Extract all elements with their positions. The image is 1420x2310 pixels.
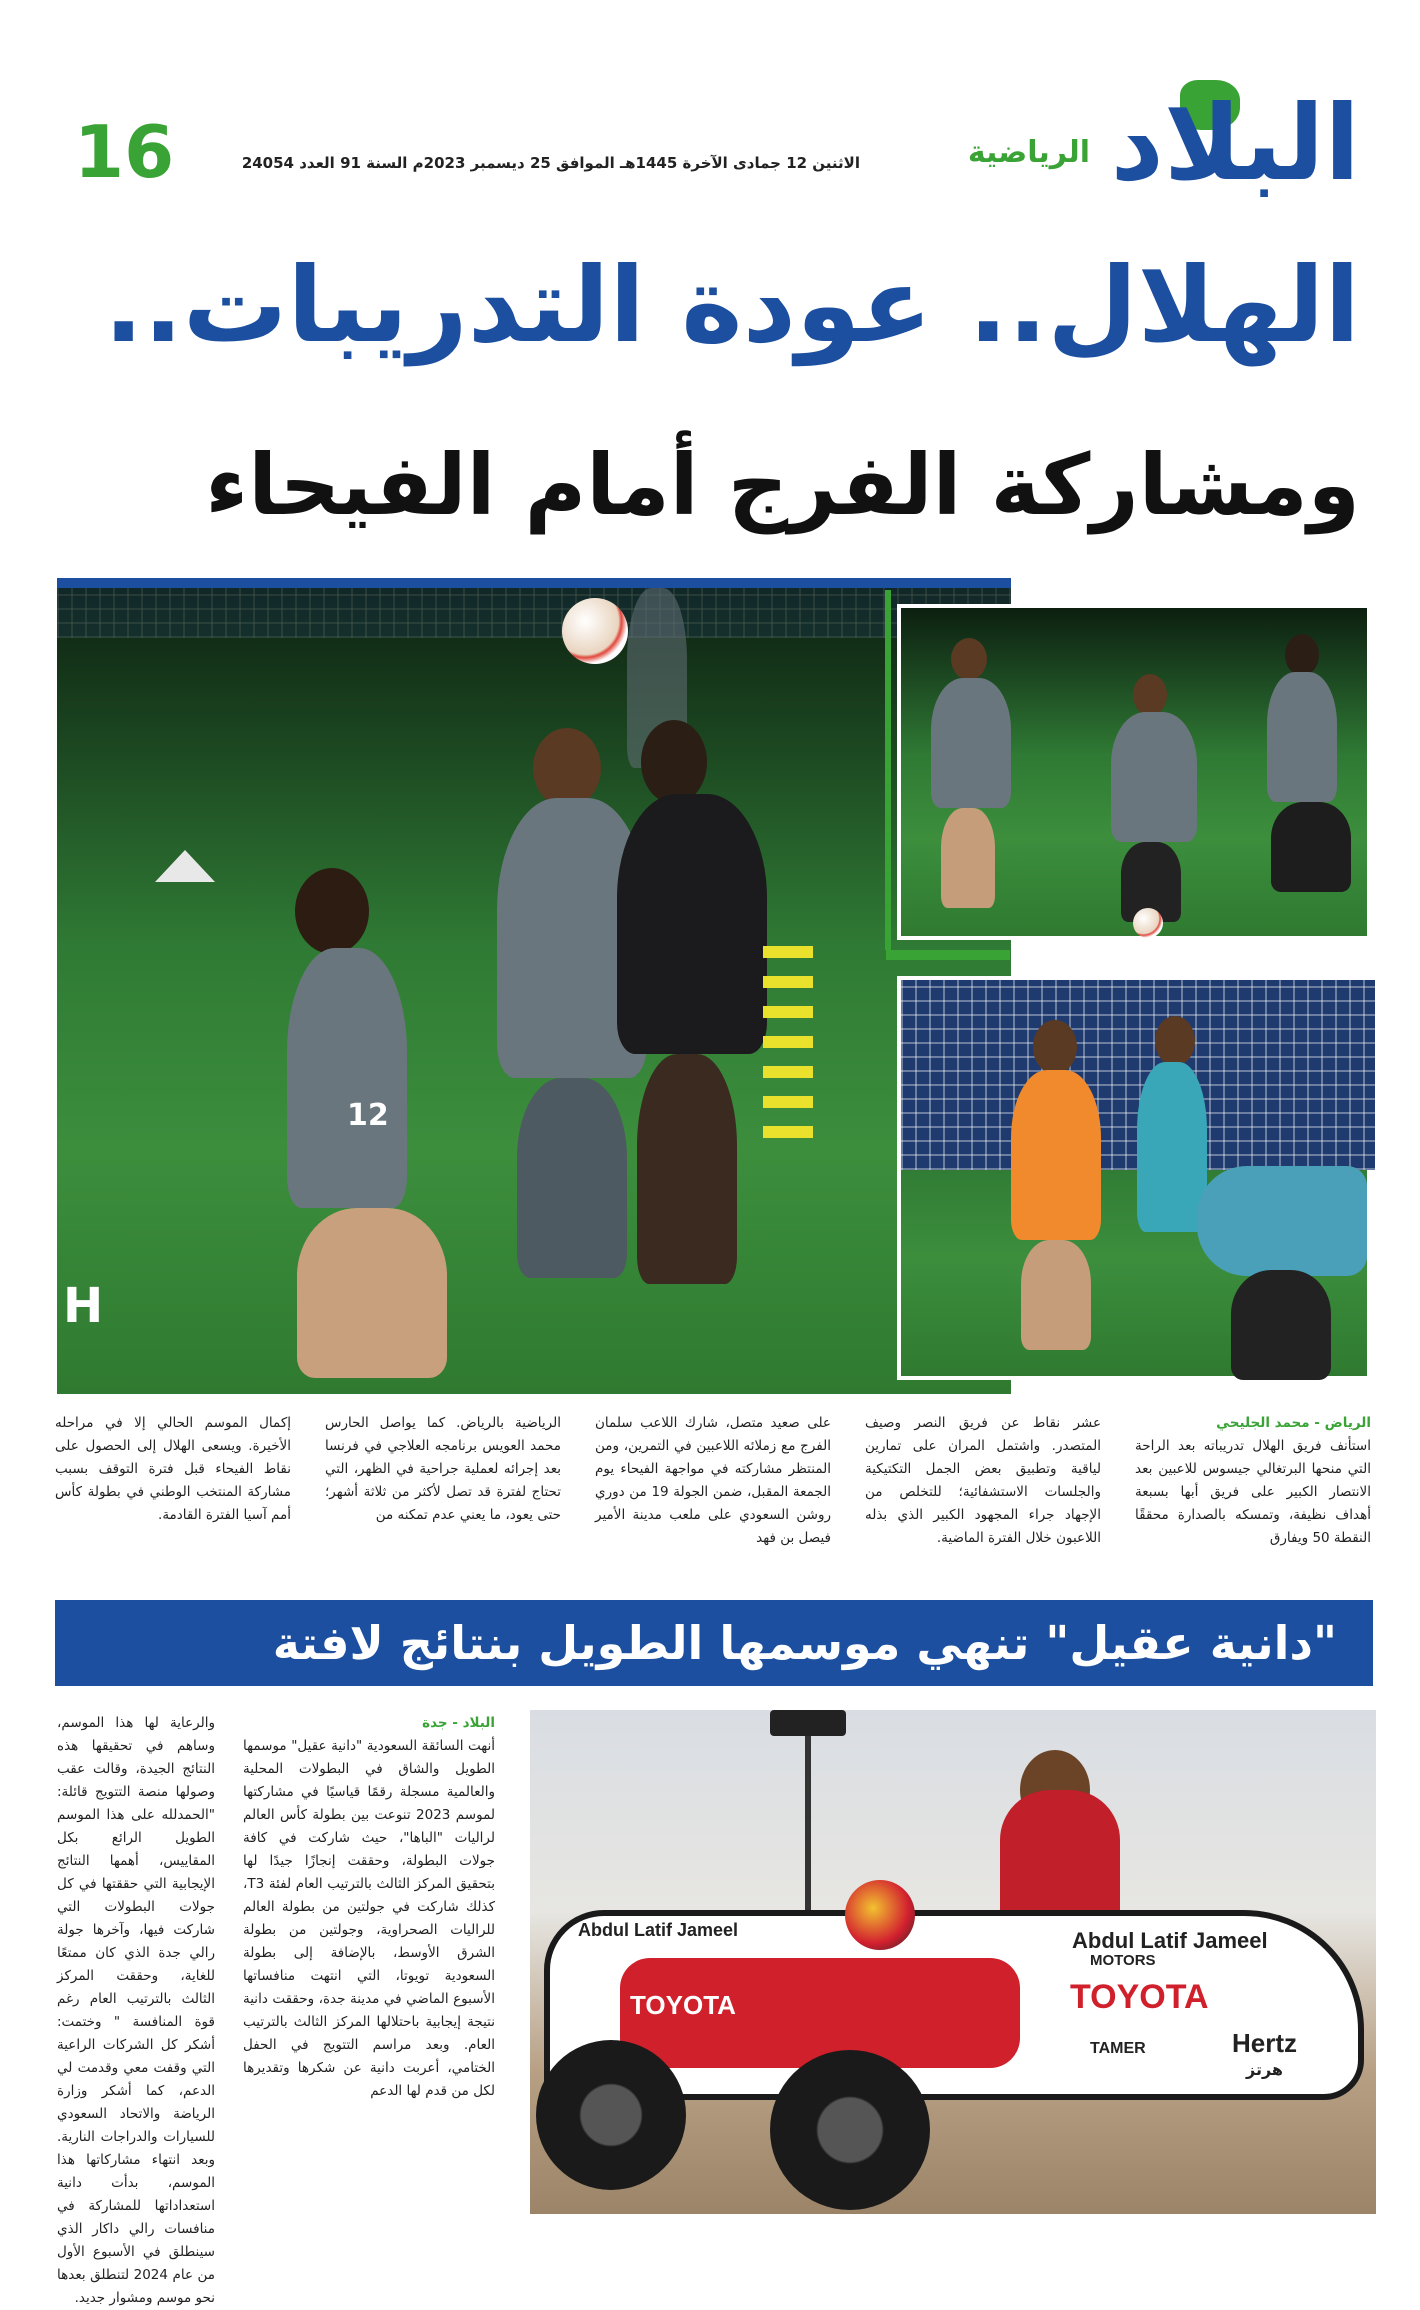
column-text: إكمال الموسم الحالي إلا في مراحله الأخيرة. ويسعى الهلال إلى الحصول على نقاط الفيحاء قبل فترة التوقف بسبب مشاركة المنتخب الوطني في بطولة كأس أمم آسيا الفترة القادمة. [55,1415,291,1523]
accent-bar [885,590,891,950]
coach-legs [637,1054,737,1284]
player-left-legs [297,1208,447,1378]
car-partner-text: TAMER [1090,2040,1146,2057]
floodlight [770,1710,846,1736]
player-head [1285,634,1319,676]
main-story-body [57,1412,1371,1562]
column-text: عشر نقاط عن فريق النصر وصيف المتصدر. واشتمل المران على تمارين لياقية وتطبيق بعض الجمل التكتيكية والجلسات الاستشفائية؛ للتخلص من الإجهاد جراء المجهود الكبير الذي بذله اللاعبون خلال الفترة الماضية. [865,1415,1101,1546]
byline: البلاد - جدة [422,1715,495,1731]
car-partner-ar: هرتز [1246,2060,1284,2079]
player-bending [1197,1166,1367,1276]
car-brand-text: TOYOTA [1070,1978,1209,2016]
page-number: 16 [74,110,175,194]
car-wheel [536,2040,686,2190]
player-left-head [295,868,369,954]
player-head [951,638,987,680]
player-head [533,728,601,808]
player [1111,712,1197,842]
article-column [325,1412,561,1562]
player-head [1133,674,1167,716]
training-photo-top-right [897,604,1371,940]
player-legs [1231,1270,1331,1380]
helmet [845,1880,915,1950]
player-head [1033,1020,1077,1074]
article-column [595,1412,831,1562]
football [562,598,628,664]
column-text: الرياضية بالرياض. كما يواصل الحارس محمد العويس برنامجه العلاجي في فرنسا بعد إجرائه لعملية جراحية في الظهر، التي تحتاج لفترة قد تصل لأكثر من ثلاثة أشهر؛ حتى يعود، ما يعني عدم تمكنه من [325,1415,561,1523]
training-photo-main [57,578,1011,1394]
player-legs [1271,802,1351,892]
second-story-headline: "دانية عقيل" تنهي موسمها الطويل بنتائج لافتة [272,1616,1337,1670]
car-sponsor-sub: MOTORS [1090,1952,1156,1969]
rally-car-photo [530,1710,1376,2214]
agility-ladder [763,938,813,1138]
player [1267,672,1337,802]
player-bib [1011,1070,1101,1240]
main-headline: الهلال.. عودة التدريبات.. [103,244,1360,366]
section-name: الرياضية [967,135,1090,170]
column-text: أنهت السائقة السعودية "دانية عقيل" موسمها الطويل والشاق في البطولات المحلية والعالمية مسجلة رقمًا قياسيًا في مشاركتها لموسم 2023 تنوعت بين بطولة كأس العالم لراليات "الباها"، حيث شاركت في كافة جولات البطولة، وحققت إنجازًا جيدًا لها بتحقيق المركز الثالث بالترتيب العام لفئة T3، كذلك شاركت في جولتين من بطولة العالم للراليات الصحراوية، وجولتين من بطولة الشرق الأوسط، بالإضافة إلى بطولة السعودية تويوتا، التي انتهت منافساتها الأسبوع الماضي في مدينة جدة، وحققت دانية نتيجة إيجابية باحتلالها المركز الثالث بالترتيب العام. وبعد مراسم التتويج في الحفل الختامي، أعربت دانية عن شكرها وتقديرها لكل من قدم لها الدعم [243,1738,495,2099]
training-cone [155,850,215,882]
main-subheadline: ومشاركة الفرج أمام الفيحاء [205,436,1360,534]
coach-head [641,720,707,804]
car-sponsor-text: Abdul Latif Jameel [1072,1928,1268,1953]
dateline: الاثنين 12 جمادى الآخرة 1445هـ الموافق 25 ديسمبر 2023م السنة 91 العدد 24054 [241,154,860,172]
car-brand-text: TOYOTA [630,1990,736,2020]
jersey-number: 12 [347,1098,389,1133]
column-text: والرعاية لها هذا الموسم، وساهم في تحقيقها هذه النتائج الجيدة، وقالت عقب وصولها منصة التتويج قائلة: "الحمدلله على هذا الموسم الطويل الرائع بكل المقاييس، أهمها النتائج الإيجابية التي حققتها في كل جولات البطولات التي شاركت فيها، وآخرها جولة رالي جدة الذي كان ممتعًا للغاية، وحققت المركز الثالث بالترتيب العام رغم قوة المنافسة " وختمت: أشكر كل الشركات الراعية التي وقفت معي وقدمت لي الدعم، كما أشكر وزارة الرياضة والاتحاد السعودي للسيارات والدراجات النارية. وبعد انتهاء مشاركاتها هذا الموسم، بدأت دانية استعداداتها للمشاركة في منافسات رالي داكار الذي سينطلق في الأسبوع الأول من عام 2024 لتنطلق بعدها نحو موسم ومشوار جديد. [57,1715,215,2306]
football [1133,908,1163,938]
car-sponsor-text: Abdul Latif Jameel [578,1920,739,1940]
player-legs [941,808,995,908]
car-wheel [770,2050,930,2210]
column-text: استأنف فريق الهلال تدريباته بعد الراحة التي منحها البرتغالي جيسوس للاعبين بعد الانتصار الكبير على فريق أبها بسبعة أهداف نظيفة، وتمسكه بالصدارة محققًا النقطة 50 ويفارق [1135,1438,1371,1546]
article-column [865,1412,1101,1562]
masthead [60,70,1360,204]
al-hilal-logo: H [63,1278,104,1334]
player-legs [1021,1240,1091,1350]
second-story-column [57,1712,215,2306]
coach [617,794,767,1054]
accent-bar [57,578,1011,588]
newspaper-logo [1100,82,1360,204]
column-text: على صعيد متصل، شارك اللاعب سلمان الفرج مع زملائه اللاعبين في التمرين، ومن المنتظر مشاركته في مواجهة الفيحاء يوم الجمعة المقبل، ضمن الجولة 19 من دوري روشن السعودي على ملعب مدينة الأمير فيصل بن فهد [595,1415,831,1546]
training-photo-bottom-right [897,976,1371,1380]
article-column [1135,1412,1371,1562]
logo-text: البلاد [1110,82,1360,204]
player-head [1155,1016,1195,1066]
byline: الرياض - محمد الجليحي [1216,1415,1371,1431]
second-story-banner [55,1600,1373,1686]
player [931,678,1011,808]
article-column [55,1412,291,1562]
accent-bar [886,950,1010,960]
second-story-column [243,1712,495,2212]
floodlight-pole [805,1714,811,1914]
player-center-legs [517,1078,627,1278]
player [1137,1062,1207,1232]
player-left [287,948,407,1208]
car-partner-text: Hertz [1232,2028,1298,2058]
